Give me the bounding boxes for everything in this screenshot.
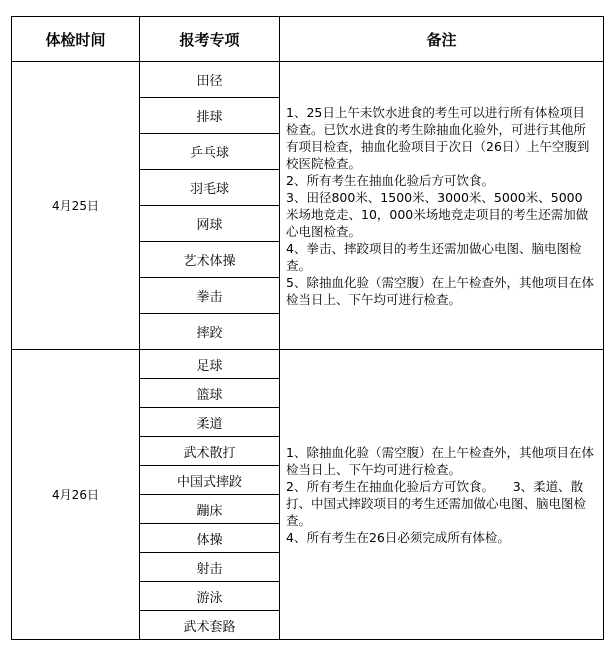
table-row: [12, 62, 604, 98]
sport-cell: 排球: [140, 98, 280, 134]
remark-line: 4、拳击、摔跤项目的考生还需加做心电图、脑电图检查。: [286, 240, 582, 273]
sport-cell: 乒乓球: [140, 134, 280, 170]
sport-cell: 摔跤: [140, 314, 280, 350]
table-row: [12, 350, 604, 379]
remark-line: 2、所有考生在抽血化验后方可饮食。 3、柔道、散打、中国式摔跤项目的考生还需加做心电图、脑电图检查。: [286, 478, 587, 528]
header-row: [12, 17, 604, 62]
sport-cell: 射击: [140, 553, 280, 582]
sport-cell: 武术套路: [140, 611, 280, 640]
sport-cell: 中国式摔跤: [140, 466, 280, 495]
sport-cell: 田径: [140, 62, 280, 98]
sport-cell: 柔道: [140, 408, 280, 437]
group-apr26: [12, 350, 604, 640]
exam-date-cell: 4月26日: [12, 350, 140, 640]
header-exam-time: 体检时间: [12, 17, 140, 62]
sport-cell: 蹦床: [140, 495, 280, 524]
remarks-cell: [280, 62, 604, 350]
remark-line: 2、所有考生在抽血化验后方可饮食。: [286, 172, 494, 188]
sport-cell: 篮球: [140, 379, 280, 408]
header-sport: 报考专项: [140, 17, 280, 62]
remark-line: 3、田径800米、1500米、3000米、5000米、5000米场地竞走、10，000米场地竞走项目的考生还需加做心电图检查。: [286, 189, 589, 239]
sport-cell: 体操: [140, 524, 280, 553]
physical-exam-schedule-table: [11, 16, 604, 640]
remark-line: 5、除抽血化验（需空腹）在上午检查外，其他项目在体检当日上、下午均可进行检查。: [286, 274, 594, 307]
group-apr25: [12, 62, 604, 350]
sport-cell: 足球: [140, 350, 280, 379]
sport-cell: 拳击: [140, 278, 280, 314]
sport-cell: 武术散打: [140, 437, 280, 466]
remark-line: 1、除抽血化验（需空腹）在上午检查外，其他项目在体检当日上、下午均可进行检查。: [286, 444, 594, 477]
header-remarks: 备注: [280, 17, 604, 62]
exam-date-cell: 4月25日: [12, 62, 140, 350]
remarks-cell: [280, 350, 604, 640]
sport-cell: 艺术体操: [140, 242, 280, 278]
sport-cell: 羽毛球: [140, 170, 280, 206]
remark-line: 1、25日上午未饮水进食的考生可以进行所有体检项目检查。已饮水进食的考生除抽血化验外，可进行其他所有项目检查，抽血化验项目于次日（26日）上午空腹到校医院检查。: [286, 104, 590, 171]
sport-cell: 网球: [140, 206, 280, 242]
remark-line: 4、所有考生在26日必须完成所有体检。: [286, 529, 510, 545]
sport-cell: 游泳: [140, 582, 280, 611]
